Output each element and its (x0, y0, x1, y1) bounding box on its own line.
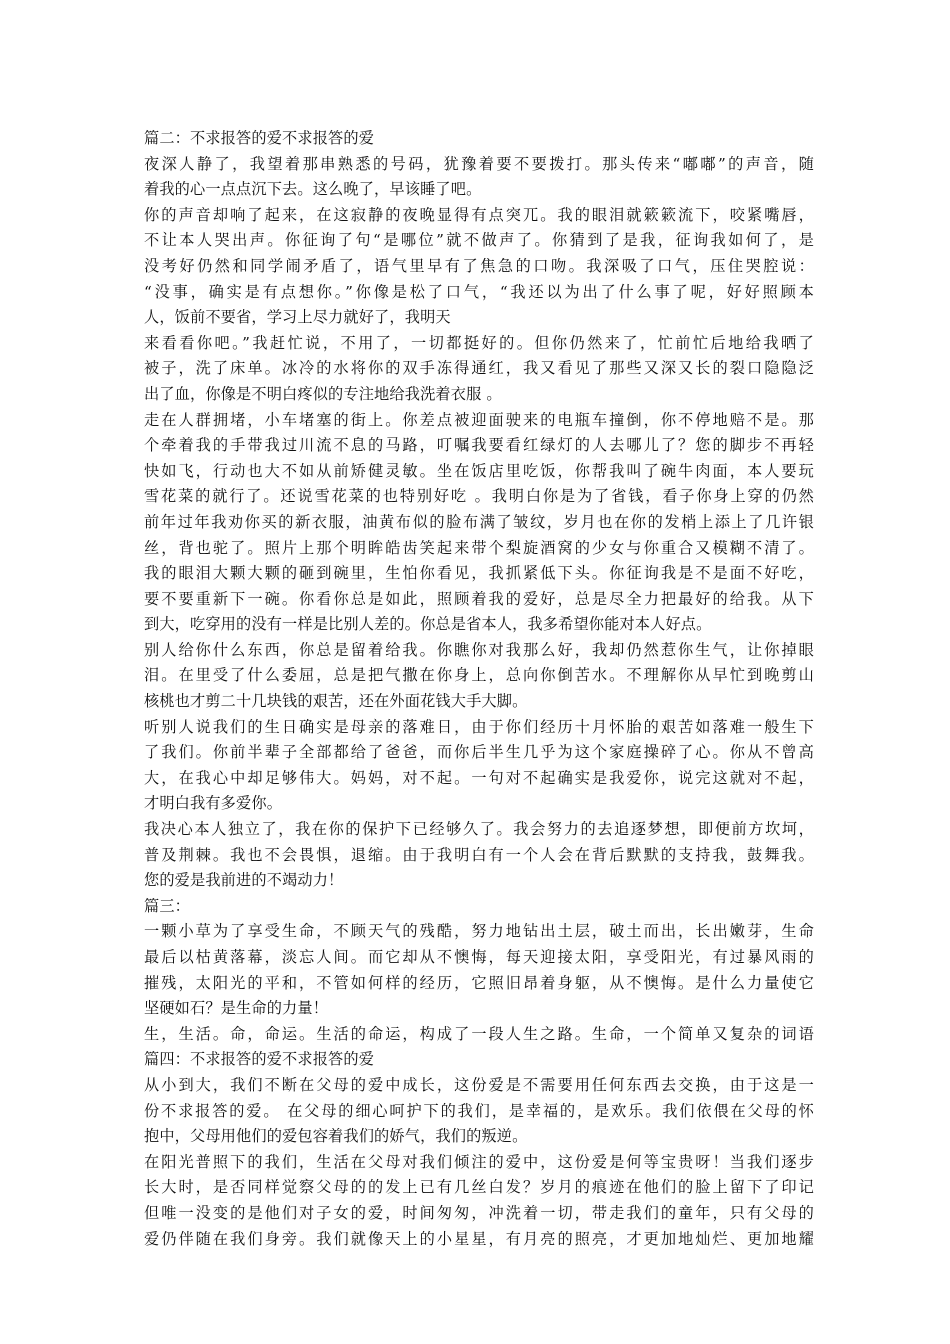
text-line: 份不求报答的爱。 在父母的细心呵护下的我们，是幸福的，是欢乐。我们依偎在父母的怀 (144, 1101, 814, 1120)
text-line: 了我们。你前半辈子全部都给了爸爸，而你后半生几乎为这个家庭操碎了心。你从不曾高 (144, 743, 814, 762)
text-line: 普及荆棘。我也不会畏惧，退缩。由于我明白有一个人会在背后默默的支持我，鼓舞我。 (144, 845, 814, 864)
text-line: 不让本人哭出声。你征询了句“是哪位”就不做声了。你猜到了是我，征询我如何了，是 (144, 231, 814, 250)
text-line: 大，在我心中却足够伟大。妈妈，对不起。一句对不起确实是我爱你，说完这就对不起， (144, 768, 814, 787)
text-line: 我决心本人独立了，我在你的保护下已经够久了。我会努力的去追逐梦想，即便前方坎坷， (144, 820, 814, 839)
text-line: 到大，吃穿用的没有一样是比别人差的。你总是省本人，我多希望你能对本人好点。 (144, 615, 712, 634)
section-heading: 篇三： (144, 896, 191, 915)
text-line: 泪。在里受了什么委屈，总是把气撒在你身上，总向你倒苦水。不理解你从早忙到晚剪山 (144, 666, 814, 685)
section-heading: 篇四：不求报答的爱不求报答的爱 (144, 1050, 375, 1069)
text-line: 我的眼泪大颗大颗的砸到碗里，生怕你看见，我抓紧低下头。你征询我是不是面不好吃， (144, 564, 814, 583)
text-line: 没考好仍然和同学闹矛盾了，语气里早有了焦急的口吻。我深吸了口气，压住哭腔说： (144, 256, 814, 275)
text-line: 前年过年我劝你买的新衣服，油黄布似的脸布满了皱纹，岁月也在你的发梢上添上了几许银 (144, 512, 814, 531)
text-line: 从小到大，我们不断在父母的爱中成长，这份爱是不需要用任何东西去交换，由于这是一 (144, 1075, 814, 1094)
text-line: 听别人说我们的生日确实是母亲的落难日，由于你们经历十月怀胎的艰苦如落难一般生下 (144, 717, 814, 736)
text-line: 在阳光普照下的我们，生活在父母对我们倾注的爱中，这份爱是何等宝贵呀！当我们逐步 (144, 1152, 814, 1171)
text-line: 你的声音却响了起来，在这寂静的夜晚显得有点突兀。我的眼泪就簌簌流下，咬紧嘴唇， (144, 205, 814, 224)
text-line: 生，生活。命，命运。生活的命运，构成了一段人生之路。生命，一个简单又复杂的词语 (144, 1024, 814, 1043)
text-line: 抱中，父母用他们的爱包容着我们的娇气，我们的叛逆。 (144, 1127, 528, 1146)
text-line: 摧残，太阳光的平和，不管如何样的经历，它照旧昂着身躯，从不懊悔。是什么力量使它 (144, 973, 814, 992)
text-line: 人，饭前不要省，学习上尽力就好了，我明天 (144, 308, 451, 327)
text-line: 个牵着我的手带我过川流不息的马路，叮嘱我要看红绿灯的人去哪儿了？您的脚步不再轻 (144, 436, 814, 455)
text-line: 着我的心一点点沉下去。这么晚了，早该睡了吧。 (144, 180, 482, 199)
text-line: 丝，背也驼了。照片上那个明眸皓齿笑起来带个梨旋酒窝的少女与你重合又模糊不清了。 (144, 538, 814, 557)
text-line: “没事，确实是有点想你。”你像是松了口气，“我还以为出了什么事了呢，好好照顾本 (144, 282, 814, 301)
text-line: 一颗小草为了享受生命，不顾天气的残酷，努力地钻出土层，破土而出，长出嫩芽，生命 (144, 922, 814, 941)
text-line: 才明白我有多爱你。 (144, 794, 283, 813)
text-line: 长大时，是否同样觉察父母的的发上已有几丝白发？岁月的痕迹在他们的脸上留下了印记 (144, 1178, 814, 1197)
text-line: 爱仍伴随在我们身旁。我们就像天上的小星星，有月亮的照亮，才更加地灿烂、更加地耀 (144, 1229, 814, 1248)
text-line: 雪花菜的就行了。还说雪花菜的也特别好吃 。我明白你是为了省钱，看子你身上穿的仍然 (144, 487, 814, 506)
text-line: 夜深人静了，我望着那串熟悉的号码，犹豫着要不要拨打。那头传来“嘟嘟”的声音，随 (144, 154, 814, 173)
text-line: 别人给你什么东西，你总是留着给我。你瞧你对我那么好，我却仍然惹你生气，让你掉眼 (144, 640, 814, 659)
text-line: 走在人群拥堵，小车堵塞的街上。你差点被迎面驶来的电瓶车撞倒，你不停地赔不是。那 (144, 410, 814, 429)
text-line: 快如飞，行动也大不如从前矫健灵敏。坐在饭店里吃饭，你帮我叫了碗牛肉面，本人要玩 (144, 461, 814, 480)
document-page (144, 126, 814, 1252)
text-line: 坚硬如石？是生命的力量！ (144, 999, 329, 1018)
text-line: 最后以枯黄落幕，淡忘人间。而它却从不懊悔，每天迎接太阳，享受阳光，有过暴风雨的 (144, 948, 814, 966)
text-line: 要不要重新下一碗。你看你总是如此，照顾着我的爱好，总是尽全力把最好的给我。从下 (144, 589, 814, 608)
text-line: 但唯一没变的是他们对子女的爱，时间匆匆，冲洗着一切，带走我们的童年，只有父母的 (144, 1203, 814, 1222)
text-line: 核桃也才剪二十几块钱的艰苦，还在外面花钱大手大脚。 (144, 692, 528, 711)
text-line: 出了血，你像是不明白疼似的专注地给我洗着衣服 。 (144, 384, 502, 403)
text-line: 来看看你吧。”我赶忙说，不用了，一切都挺好的。但你仍然来了，忙前忙后地给我晒了 (144, 333, 814, 352)
text-line: 被子，洗了床单。冰冷的水将你的双手冻得通红，我又看见了那些又深又长的裂口隐隐泛 (144, 359, 814, 378)
text-line: 您的爱是我前进的不竭动力！ (144, 871, 344, 890)
section-heading: 篇二：不求报答的爱不求报答的爱 (144, 129, 375, 147)
